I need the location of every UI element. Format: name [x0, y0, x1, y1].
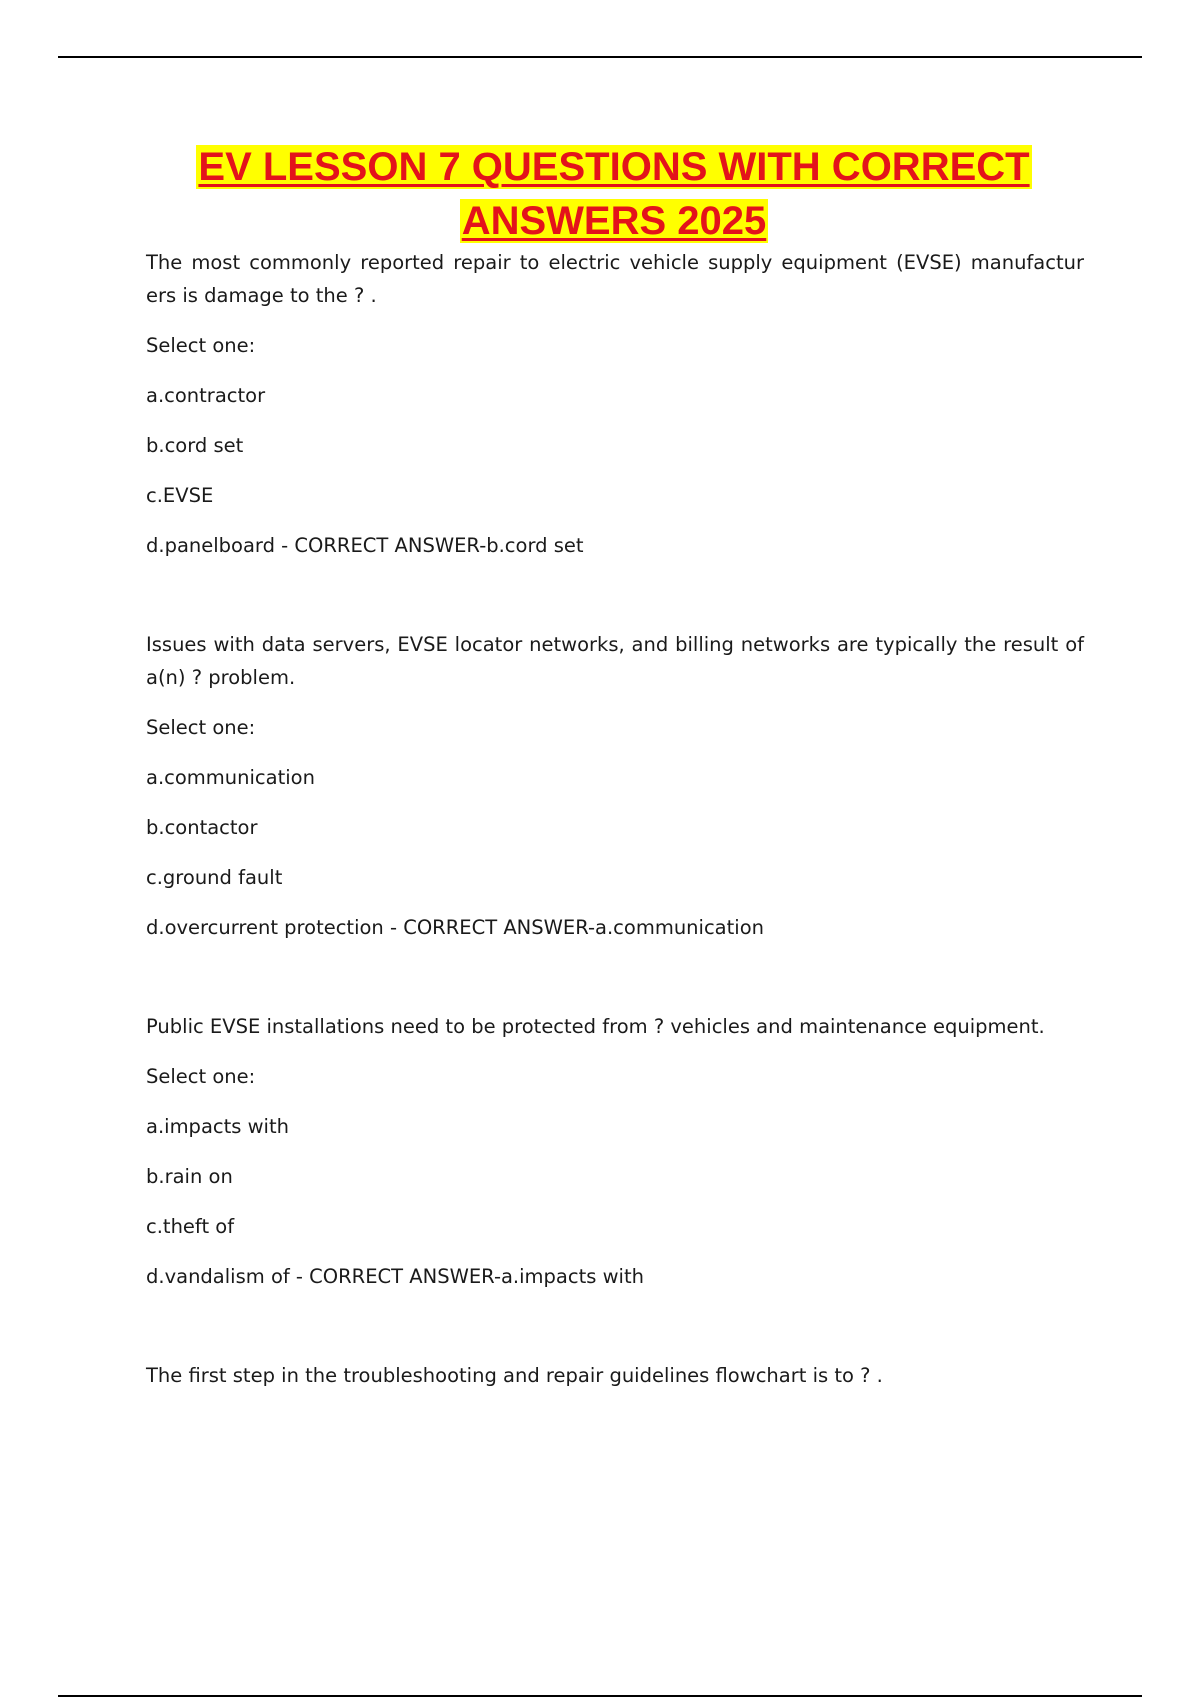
select-prompt: Select one: [146, 716, 256, 739]
footer-rule [58, 1695, 1142, 1697]
title-line-1: EV LESSON 7 QUESTIONS WITH CORRECT [198, 145, 1030, 189]
question-4 [146, 1359, 1084, 1392]
option-c: c.theft of [146, 1215, 235, 1238]
document-body [146, 246, 1084, 1392]
question-2 [146, 628, 1084, 944]
option-a: a.communication [146, 766, 315, 789]
question-1 [146, 246, 1084, 562]
option-a: a.impacts with [146, 1115, 289, 1138]
option-a: a.contractor [146, 384, 266, 407]
title-line-2: ANSWERS 2025 [461, 199, 767, 243]
question-text: Public EVSE installations need to be protected from ? vehicles and maintenance equipment. [146, 1015, 1045, 1038]
option-d-with-answer: d.overcurrent protection - CORRECT ANSWER-a.communication [146, 916, 764, 939]
header-rule [58, 56, 1142, 58]
question-text: The most commonly reported repair to electric vehicle supply equipment (EVSE) manufactur ers is damage to the ? . [146, 251, 1084, 307]
select-prompt: Select one: [146, 334, 256, 357]
select-prompt: Select one: [146, 1065, 256, 1088]
option-b: b.cord set [146, 434, 244, 457]
option-b: b.rain on [146, 1165, 233, 1188]
question-text: Issues with data servers, EVSE locator networks, and billing networks are typically the result of a(n) ? problem. [146, 633, 1084, 689]
option-c: c.EVSE [146, 484, 214, 507]
option-c: c.ground fault [146, 866, 283, 889]
question-3 [146, 1010, 1084, 1293]
option-d-with-answer: d.panelboard - CORRECT ANSWER-b.cord set [146, 534, 584, 557]
document-title [146, 140, 1082, 248]
question-text: The first step in the troubleshooting and repair guidelines flowchart is to ? . [146, 1364, 883, 1387]
option-b: b.contactor [146, 816, 258, 839]
option-d-with-answer: d.vandalism of - CORRECT ANSWER-a.impacts with [146, 1265, 644, 1288]
